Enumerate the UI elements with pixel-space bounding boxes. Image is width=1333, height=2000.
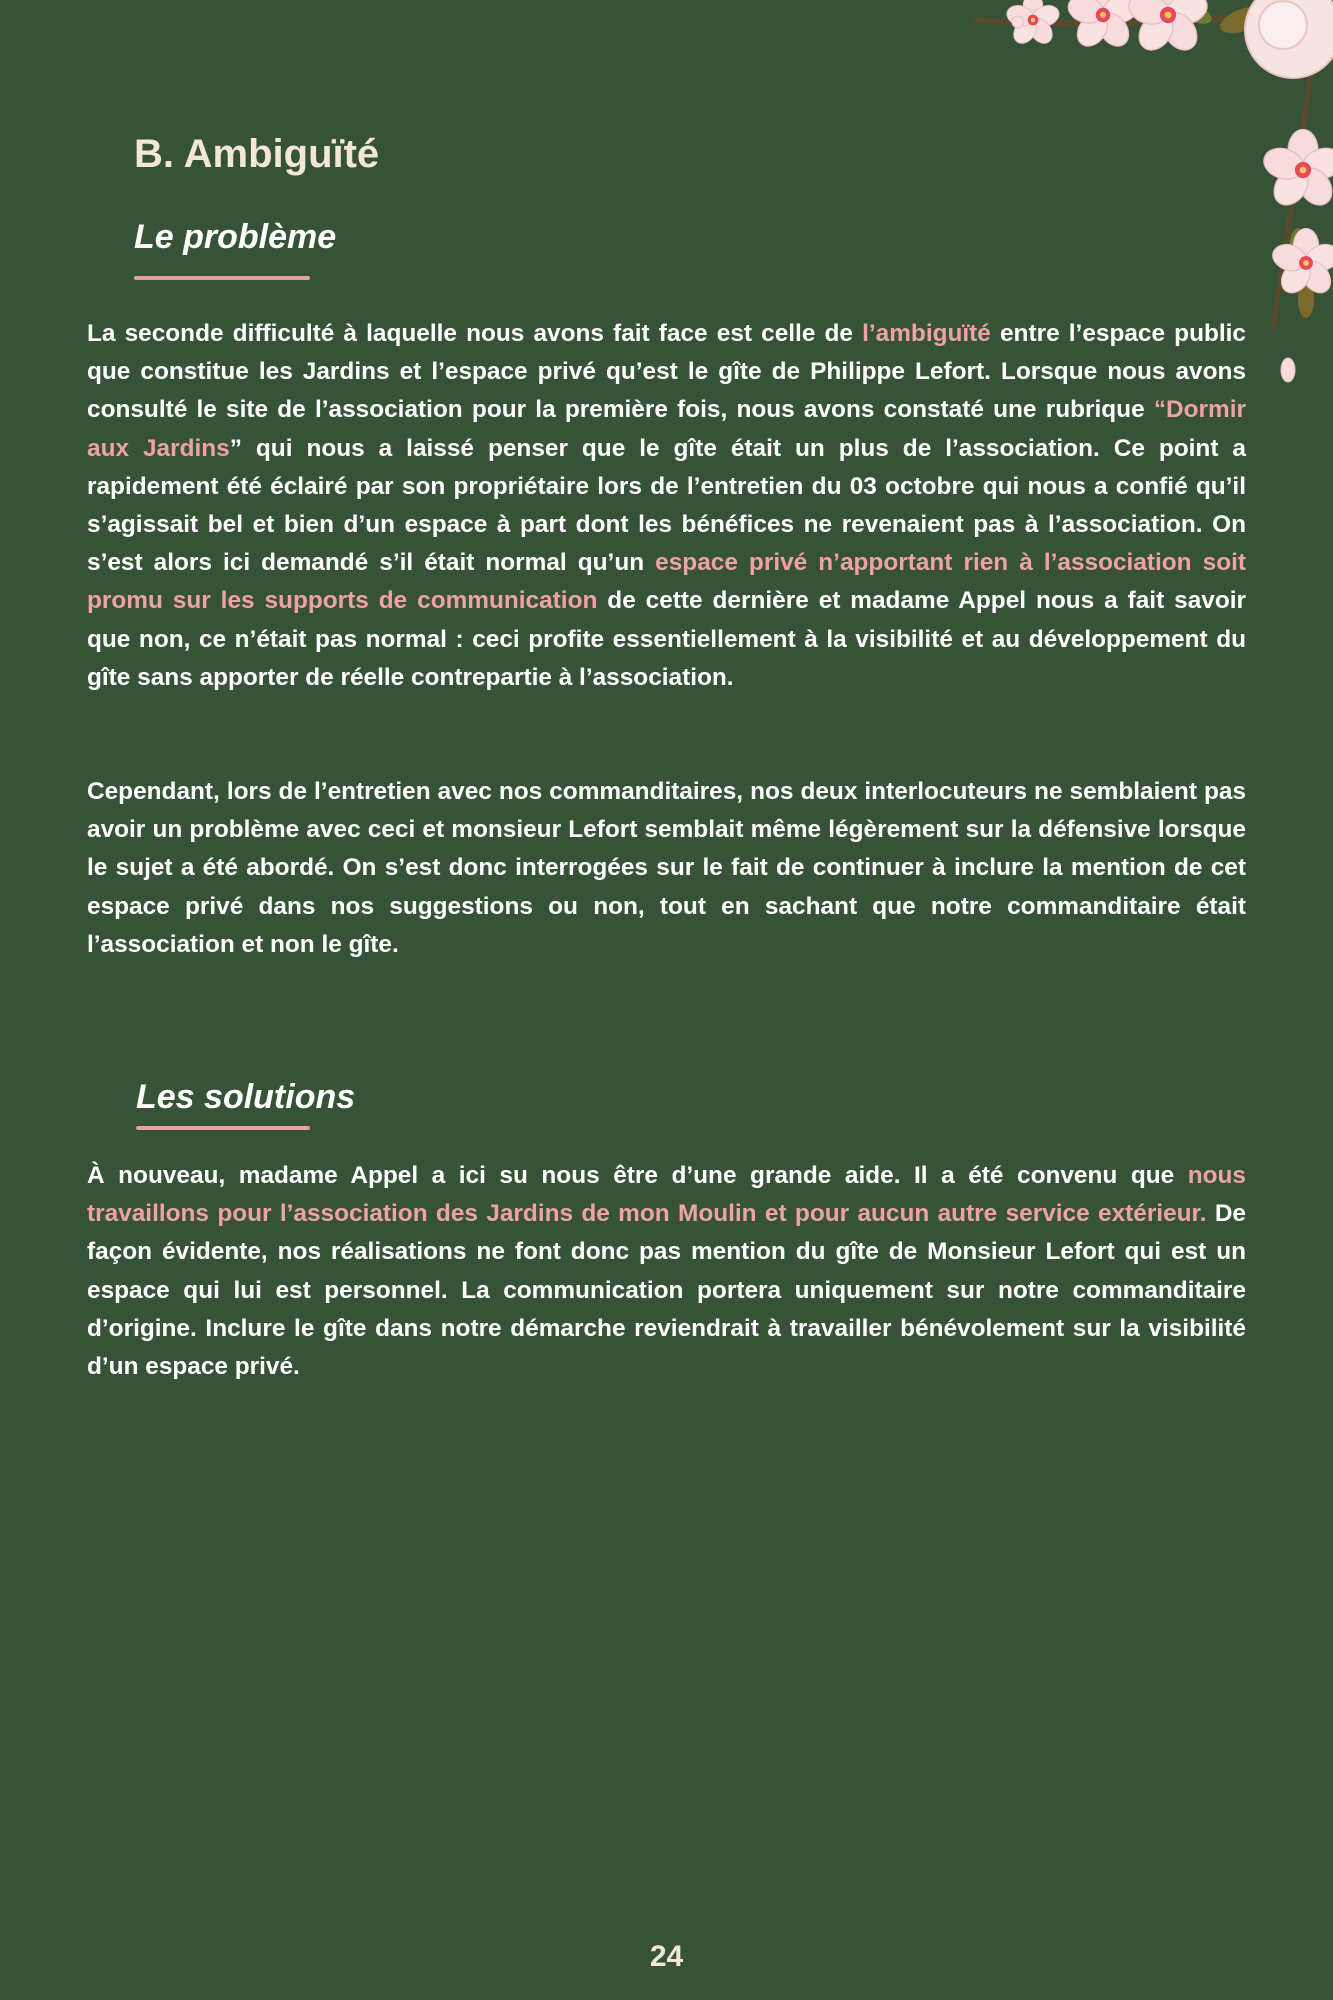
solutions-heading: Les solutions [136, 1078, 356, 1116]
section-title: B. Ambiguïté [134, 132, 380, 176]
highlight-espace-prive: espace privé n’apportant rien à l’association soit promu sur les supports de communication [87, 549, 1246, 615]
problem-paragraph-2: Cependant, lors de l’entretien avec nos commanditaires, nos deux interlocuteurs ne semblaient pas avoir un problème avec ceci et monsieur Lefort semblait même légèrement sur la défensive lorsque le sujet a été abordé. On s’est donc interrogées sur le fait de continuer à inclure la mention de cet espace privé dans nos suggestions ou non, tout en sachant que notre commanditaire était l’association et non le gîte. [87, 778, 1246, 958]
problem-paragraph-1 [87, 315, 1246, 697]
text-run: entre l’espace public que constitue les Jardins et l’espace privé qu’est le gîte de Philippe Lefort. Lorsque nous avons consulté le site de l’association pour la première fois, nous avons constaté une rubrique [87, 320, 1246, 424]
highlight-dormir-aux-jardins: “Dormir aux Jardins [87, 396, 1246, 462]
text-run: De façon évidente, nos réalisations ne font donc pas mention du gîte de Monsieur Lefort qui est un espace qui lui est personnel. La communication portera uniquement sur notre commanditaire d’origine. Inclure le gîte dans notre démarche reviendrait à travailler bénévolement sur la visibilité d’un espace privé. [87, 1200, 1246, 1381]
text-run: ” qui nous a laissé penser que le gîte était un plus de l’association. Ce point a rapidement été éclairé par son propriétaire lors de l’entretien du 03 octobre qui nous a confié qu’il s’agissait bel et bien d’un espace à part dont les bénéfices ne revenaient pas à l’association. On s’est alors ici demandé s’il était normal qu’un [87, 434, 1246, 577]
page-number: 24 [649, 1940, 684, 1973]
problem-heading-underline [134, 276, 310, 280]
solutions-paragraph [87, 1157, 1246, 1386]
problem-heading: Le problème [134, 218, 337, 256]
highlight-ambiguity: l’ambiguïté [862, 320, 991, 347]
text-run: À nouveau, madame Appel a ici su nous être d’une grande aide. Il a été convenu que [87, 1162, 1188, 1189]
solutions-heading-underline [136, 1126, 310, 1130]
highlight-association: nous travaillons pour l’association des Jardins de mon Moulin et pour aucun autre service extérieur. [87, 1162, 1246, 1228]
text-run: La seconde difficulté à laquelle nous avons fait face est celle de [87, 320, 863, 347]
text-run: de cette dernière et madame Appel nous a fait savoir que non, ce n’était pas normal : ceci profite essentiellement à la visibilité et au développement du gîte sans apporter de réelle contrepartie à l’association. [87, 587, 1246, 691]
